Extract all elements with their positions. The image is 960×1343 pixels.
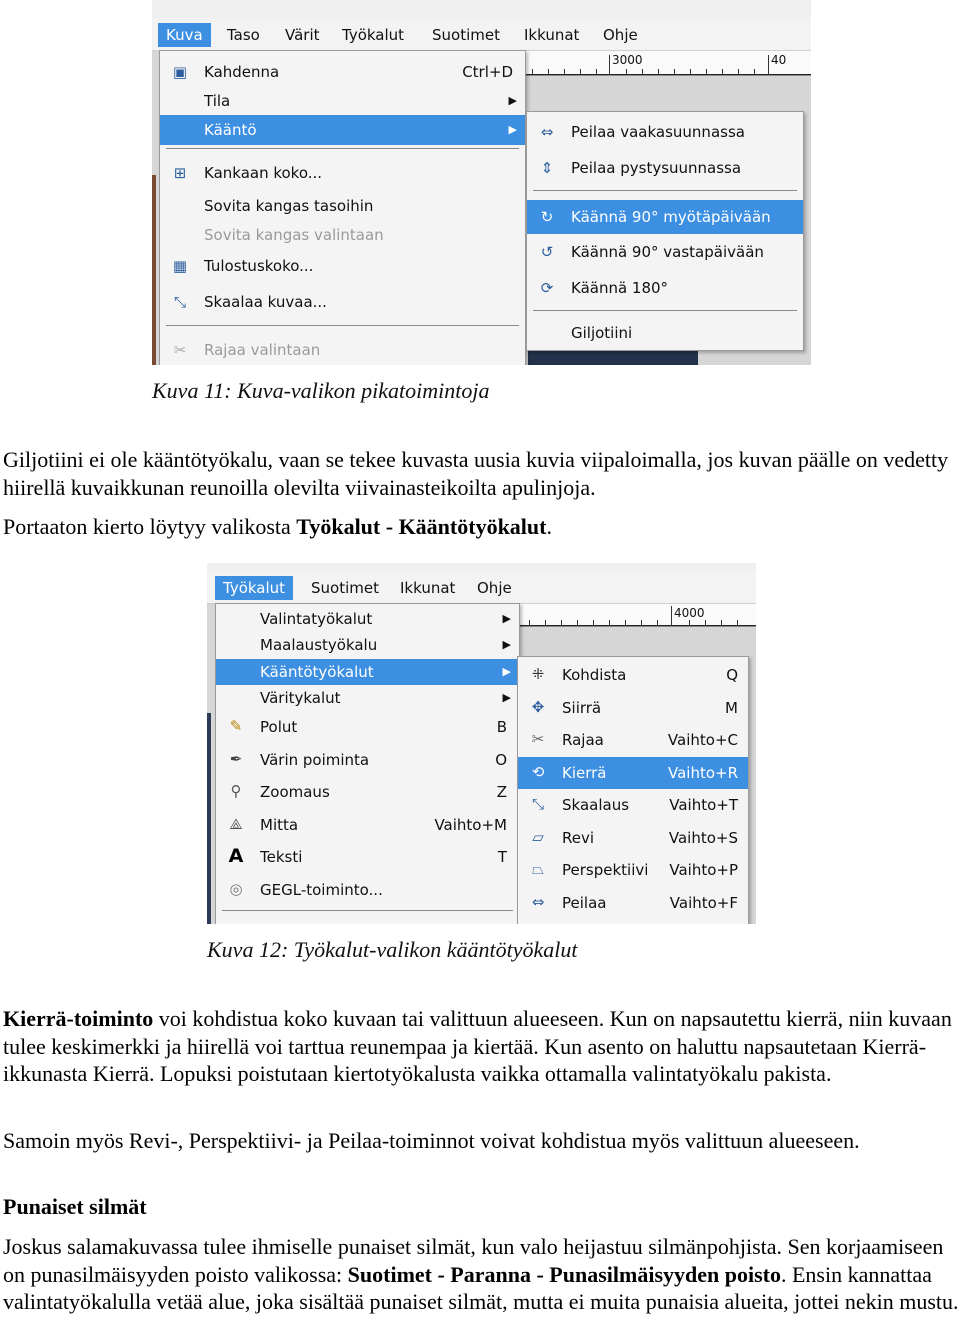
menu-item-label: Valintatyökalut (260, 610, 373, 628)
paragraph-bold: Suotimet - Paranna - Punasilmäisyyden poisto (347, 1261, 781, 1287)
menu-item-shortcut: B (496, 718, 507, 736)
menu-item-shortcut: Vaihto+S (668, 829, 738, 847)
menu-item-shortcut: Ctrl+D (462, 63, 513, 81)
menu-item-label: GEGL-toiminto... (260, 881, 383, 899)
submenu-item-kohdista[interactable] (518, 659, 748, 691)
window-top-strip (207, 563, 756, 571)
perspective-icon: ⏢ (531, 860, 544, 878)
flip-vertical-icon: ⇕ (540, 159, 554, 177)
menu-item-kankaan-koko[interactable] (160, 158, 525, 188)
paragraph-bold: Työkalut - Kääntötyökalut (296, 514, 547, 539)
paragraph: Giljotiini ei ole kääntötyökalu, vaan se tekee kuvasta uusia kuvia viipaloimalla, jos kuvan päälle on vedetty hiirellä kuvaikkunan reunoilla olevilta viivainasteikoilta apulinjoja. (3, 447, 949, 500)
menu-separator (166, 325, 519, 326)
paragraph (3, 513, 960, 541)
flip-horizontal-icon: ⇔ (540, 123, 554, 141)
menu-item-tulostuskoko[interactable] (160, 251, 525, 281)
text-icon: A (228, 845, 244, 867)
menubar-tyokalut[interactable]: Työkalut (342, 26, 405, 44)
canvas-edge (207, 713, 211, 924)
menu-item-shortcut: Vaihto+C (667, 731, 738, 749)
paragraph (3, 1005, 960, 1088)
submenu-arrow-icon: ▶ (508, 123, 517, 136)
menu-item-shortcut: Z (496, 783, 507, 801)
rotate-ccw-icon: ↺ (540, 243, 554, 261)
menu-item-label: Käännä 90° vastapäivään (571, 243, 764, 261)
menu-item-kaantotyokalut[interactable] (216, 659, 519, 685)
duplicate-icon: ▣ (172, 63, 188, 81)
submenu-item-peilaa[interactable] (518, 887, 748, 919)
menu-item-sovita-kangas-valintaan (160, 220, 525, 250)
tools-menu (215, 603, 520, 924)
align-icon: ⁜ (531, 665, 545, 683)
paragraph-text: . (546, 514, 552, 539)
menu-item-label: Maalaustyökalu (260, 636, 378, 654)
gegl-icon: ◎ (229, 880, 243, 898)
submenu-arrow-icon: ▶ (502, 638, 511, 651)
ruler-label: 4000 (674, 606, 705, 620)
figure-caption: Kuva 11: Kuva-valikon pikatoimintoja (152, 378, 490, 403)
menu-separator (533, 190, 797, 191)
menubar-kuva[interactable]: Kuva (158, 23, 211, 47)
submenu-item-siirra[interactable] (518, 692, 748, 724)
canvas-edge (152, 175, 156, 365)
menu-separator (166, 148, 519, 149)
transform-tools-submenu (517, 656, 749, 924)
menu-item-zoomaus[interactable] (216, 776, 519, 808)
section-heading: Punaiset silmät (3, 1194, 147, 1219)
menu-item-shortcut: Q (726, 666, 738, 684)
menu-item-label: Kääntö (204, 121, 257, 139)
menu-item-label: Perspektiivi (562, 861, 649, 879)
submenu-arrow-icon: ▶ (502, 665, 511, 678)
menu-item-label: Tulostuskoko... (204, 257, 314, 275)
menu-item-label: Rajaa (562, 731, 604, 749)
transform-submenu (526, 111, 804, 351)
submenu-item-peilaa-pystysuunnassa[interactable] (527, 153, 803, 183)
menu-item-label: Revi (562, 829, 595, 847)
submenu-arrow-icon: ▶ (502, 691, 511, 704)
menu-item-label: Mitta (260, 816, 299, 834)
screenshot-tools-menu (207, 563, 756, 924)
menu-item-shortcut: Vaihto+M (434, 816, 507, 834)
scale-image-icon: ⤡ (173, 293, 186, 311)
image-menu (159, 50, 526, 365)
menu-item-label: Kääntötyökalut (260, 663, 374, 681)
submenu-item-giljotiini[interactable] (527, 318, 803, 348)
menu-item-label: Sovita kangas tasoihin (204, 197, 374, 215)
paragraph-text: Joskus salamakuvassa tulee ihmiselle punaiset silmät, kun valo heijastuu silmänpohjista. Sen korjaamiseen on punasilmäisyyden poisto valikossa: (3, 1234, 944, 1287)
submenu-item-skaalaus[interactable] (518, 789, 748, 821)
print-size-icon: ▦ (172, 257, 188, 275)
menu-item-valintatyokalut[interactable] (216, 606, 519, 632)
submenu-item-rajaa[interactable] (518, 724, 748, 756)
menu-separator (533, 310, 797, 311)
menu-item-shortcut: Vaihto+F (669, 894, 738, 912)
menubar-ikkunat[interactable]: Ikkunat (524, 26, 580, 44)
figure-caption: Kuva 12: Työkalut-valikon kääntötyökalut (207, 937, 578, 962)
menu-item-shortcut: Vaihto+T (669, 796, 738, 814)
menu-item-label: Peilaa pystysuunnassa (571, 159, 742, 177)
menu-item-maalaustyokalu[interactable] (216, 632, 519, 658)
paragraph (3, 1233, 960, 1316)
canvas-image (528, 350, 698, 365)
paragraph-text: Portaaton kierto löytyy valikosta (3, 514, 297, 539)
menubar-varit[interactable]: Värit (285, 26, 320, 44)
menubar (207, 571, 756, 604)
menu-item-label: Siirrä (562, 699, 602, 717)
paragraph: Samoin myös Revi-, Perspektiivi- ja Peilaa-toiminnot voivat kohdistua myös valittuun alueeseen. (3, 1128, 860, 1153)
menu-item-label: Värin poiminta (260, 751, 370, 769)
menu-item-label: Zoomaus (260, 783, 330, 801)
move-icon: ✥ (531, 698, 545, 716)
paragraph-text: . Ensin kannattaa valintatyökalulla vetää alue, joka sisältää punaiset silmät, mutta ei muita punaisia alueita, jottei nekin mustu. (3, 1261, 959, 1314)
shear-icon: ▱ (532, 828, 544, 846)
menu-item-kaanto[interactable] (160, 115, 525, 145)
submenu-item-peilaa-vaakasuunnassa[interactable] (527, 117, 803, 147)
menu-item-label: Peilaa vaakasuunnassa (571, 123, 745, 141)
menu-item-skaalaa-kuvaa[interactable] (160, 287, 525, 317)
menu-item-tila[interactable] (160, 86, 525, 116)
menu-item-polut[interactable] (216, 711, 519, 743)
menu-item-label: Rajaa valintaan (204, 341, 321, 359)
submenu-item-kaanna-90-vastapaivaan[interactable] (527, 237, 803, 267)
menubar-ohje[interactable]: Ohje (603, 26, 638, 44)
menu-item-teksti[interactable] (216, 841, 519, 873)
submenu-item-perspektiivi[interactable] (518, 854, 748, 886)
menu-item-shortcut: O (495, 751, 507, 769)
zoom-icon: ⚲ (230, 782, 242, 800)
menubar-ikkunat[interactable]: Ikkunat (400, 579, 456, 597)
canvas-size-icon: ⊞ (173, 164, 187, 182)
measure-icon: ⟁ (229, 815, 243, 833)
menu-item-varityokalut[interactable] (216, 685, 519, 711)
paragraph-text: voi kohdistua koko kuvaan tai valittuun alueeseen. Kun on napsautettu kierrä, niin kuvaan tulee keskimerkki ja hiirellä voi tarttua reunempaa ja kiertää. Kun asento on haluttu napsautetaan Kierrä-ikkunasta Kierrä. Lopuksi poistutaan kiertotyökalusta vaikka ottamalla valintatyökalu pakista. (3, 1006, 952, 1086)
menu-item-label: Giljotiini (571, 324, 633, 342)
screenshot-image-menu (152, 0, 811, 365)
menu-item-label: Polut (260, 718, 298, 736)
submenu-arrow-icon: ▶ (508, 94, 517, 107)
rotate-180-icon: ⟳ (540, 279, 554, 297)
flip-icon: ⇔ (531, 893, 545, 911)
menubar-suotimet[interactable]: Suotimet (311, 579, 379, 597)
paths-icon: ✎ (229, 717, 243, 735)
menu-item-label: Kankaan koko... (204, 164, 323, 182)
paragraph-bold: Kierrä-toiminto (3, 1006, 154, 1031)
menu-item-shortcut: T (497, 848, 507, 866)
menu-item-label: Väritykalut (260, 689, 341, 707)
scale-icon: ⤡ (531, 795, 544, 813)
menu-item-gegl-toiminto[interactable] (216, 874, 519, 906)
menubar (152, 18, 811, 51)
rotate-icon: ⟲ (531, 763, 545, 781)
color-picker-icon: ✒ (229, 750, 243, 768)
menu-item-label: Kahdenna (204, 63, 280, 81)
menubar-ohje[interactable]: Ohje (477, 579, 512, 597)
menu-item-shortcut: Vaihto+P (669, 861, 738, 879)
menu-item-label: Käännä 90° myötäpäivään (571, 208, 771, 226)
submenu-arrow-icon: ▶ (502, 612, 511, 625)
window-top-strip (152, 0, 811, 19)
menu-item-label: Tila (204, 92, 231, 110)
rotate-cw-icon: ↻ (540, 208, 554, 226)
menu-item-rajaa-valintaan (160, 335, 525, 365)
crop-icon: ✂ (531, 730, 545, 748)
menu-item-varin-poiminta[interactable] (216, 744, 519, 776)
menu-item-label: Peilaa (562, 894, 607, 912)
ruler-label: 3000 (612, 53, 643, 67)
menu-separator (222, 910, 513, 911)
menu-item-label: Skaalaa kuvaa... (204, 293, 327, 311)
menu-item-mitta[interactable] (216, 809, 519, 841)
menu-item-kahdenna[interactable] (160, 57, 525, 87)
menu-item-shortcut: M (725, 699, 738, 717)
horizontal-ruler (519, 604, 756, 627)
menu-item-label: Kohdista (562, 666, 627, 684)
submenu-item-kierra[interactable] (518, 757, 748, 789)
submenu-item-revi[interactable] (518, 822, 748, 854)
menubar-tyokalut[interactable]: Työkalut (215, 576, 293, 600)
menu-item-label: Sovita kangas valintaan (204, 226, 384, 244)
submenu-item-kaanna-90-myotapaivaan[interactable] (527, 200, 803, 234)
menu-item-label: Skaalaus (562, 796, 630, 814)
menu-item-shortcut: Vaihto+R (667, 764, 738, 782)
menubar-suotimet[interactable]: Suotimet (432, 26, 500, 44)
menu-item-label: Kierrä (562, 764, 607, 782)
menu-item-sovita-kangas-tasoihin[interactable] (160, 191, 525, 221)
ruler-label: 40 (771, 53, 787, 67)
crop-icon: ✂ (173, 341, 187, 359)
menu-item-label: Teksti (260, 848, 303, 866)
submenu-item-kaanna-180[interactable] (527, 273, 803, 303)
menubar-taso[interactable]: Taso (227, 26, 260, 44)
horizontal-ruler (524, 51, 811, 76)
menu-item-label: Käännä 180° (571, 279, 669, 297)
